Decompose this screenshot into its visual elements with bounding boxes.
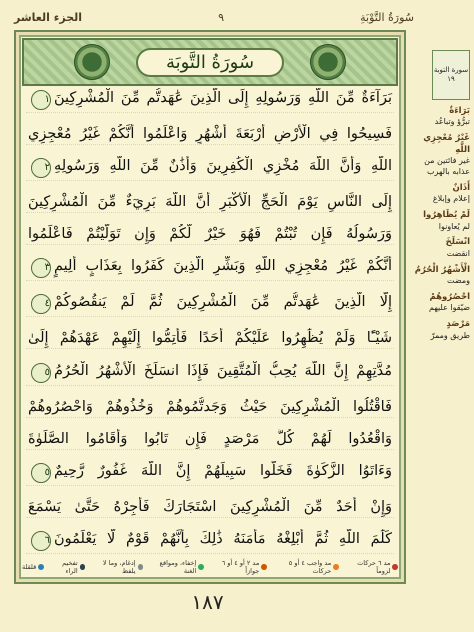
verse-line: فَسِيحُوا فِي الْأَرْضِ أَرْبَعَةَ أَشْهُرٍ وَاعْلَمُوا أَنَّكُمْ غَيْرُ مُعْجِزِي xyxy=(26,124,394,145)
legend-item: تفخيم الراء xyxy=(50,559,85,575)
medallion-right-icon xyxy=(310,44,346,80)
ayah-marker: ٥ xyxy=(31,363,51,383)
medallion-left-icon xyxy=(74,44,110,80)
juz-label: الجزء العاشر xyxy=(14,10,83,24)
margin-note: الْأَشْهُرُ الْحُرُمُ ومضت xyxy=(414,264,470,286)
verse-line: وَإِنْ أَحَدٌ مِّنَ الْمُشْرِكِينَ اسْتَجَارَكَ فَأَجِرْهُ حَتَّىٰ يَسْمَعَ xyxy=(26,497,394,518)
legend-dot-icon xyxy=(138,564,144,570)
verse-line: شَيْـًٔا وَلَمْ يُظَٰهِرُوا عَلَيْكُمْ أَحَدًا فَأَتِمُّوا إِلَيْهِمْ عَهْدَهُمْ إِلَىٰ xyxy=(26,328,394,349)
ayah-marker: ٥ xyxy=(31,463,51,483)
page-number: ١٨٧ xyxy=(191,590,224,614)
ayah-marker: ١ xyxy=(31,90,51,110)
legend-item: قلقلة xyxy=(22,563,44,571)
margin-note: بَرَاءَةٌ تبرُّؤ وتباعُد xyxy=(434,106,470,127)
ayah-marker: ٦ xyxy=(31,531,51,551)
verse-lines xyxy=(26,88,394,554)
legend-dot-icon xyxy=(392,564,398,570)
margin-note: انْسَلَخَ انقضت xyxy=(445,237,470,258)
legend-dot-icon xyxy=(333,564,339,570)
margin-note: لَمْ يُظَاهِرُوا لم يُعاونوا xyxy=(423,210,470,231)
margin-note: احْصُرُوهُمْ ضيّقوا عليهم xyxy=(429,291,470,313)
header-page-small: ٩ xyxy=(218,10,225,24)
legend-dot-icon xyxy=(198,564,204,570)
verse-line: إِلَّا الَّذِينَ عَٰهَدتُّم مِّنَ الْمُشْرِكِينَ ثُمَّ لَمْ يَنقُصُوكُمْ٤ xyxy=(26,292,394,317)
verse-line: وَاقْعُدُوا لَهُمْ كُلَّ مَرْصَدٍ فَإِن تَابُوا وَأَقَامُوا الصَّلَوٰةَ xyxy=(26,429,394,450)
verse-line: إِلَى النَّاسِ يَوْمَ الْحَجِّ الْأَكْبَرِ أَنَّ اللَّهَ بَرِيٓءٌ مِّنَ الْمُشْرِكِينَ xyxy=(26,192,394,213)
verse-line: وَءَاتَوُا الزَّكَوٰةَ فَخَلُّوا سَبِيلَهُمْ إِنَّ اللَّهَ غَفُورٌ رَّحِيمٌ٥ xyxy=(26,461,394,486)
surah-title: سُورَةُ التَّوبَة xyxy=(136,48,284,77)
verse-line: فَاقْتُلُوا الْمُشْرِكِينَ حَيْثُ وَجَدتُّمُوهُمْ وَخُذُوهُمْ وَاحْصُرُوهُمْ xyxy=(26,397,394,418)
margin-note: غَيْرُ مُعْجِزِي اللَّهِ غير فائتين من عذابه بالهرب xyxy=(423,133,470,176)
ayah-marker: ٢ xyxy=(31,158,51,178)
ayah-marker: ٤ xyxy=(31,294,51,314)
verse-line: مُدَّتِهِمْ إِنَّ اللَّهَ يُحِبُّ الْمُتَّقِينَ فَإِذَا انسَلَخَ الْأَشْهُرُ الْحُرُمُ٥ xyxy=(26,361,394,386)
legend-item: مد واجب ٤ أو ٥ حركات xyxy=(273,559,339,575)
legend-item: مد ٢ أو ٤ أو ٦ جوازاً xyxy=(210,559,267,575)
legend-dot-icon xyxy=(80,564,86,570)
legend-dot-icon xyxy=(38,564,44,570)
tajweed-legend xyxy=(22,558,398,576)
text-frame xyxy=(14,30,406,584)
surah-banner xyxy=(22,38,398,86)
legend-item: إدغام، وما لا يلفظ xyxy=(91,559,143,575)
verse-line: أَنَّكُمْ غَيْرُ مُعْجِزِي اللَّهِ وَبَشِّرِ الَّذِينَ كَفَرُوا بِعَذَابٍ أَلِيمٍ٣ xyxy=(26,256,394,281)
margin-note: أَذَانٌ إعلام وإبلاغ xyxy=(432,182,470,204)
verse-line: بَرَآءَةٌ مِّنَ اللَّهِ وَرَسُولِهِ إِلَى الَّذِينَ عَٰهَدتُّم مِّنَ الْمُشْرِكِينَ١ xyxy=(26,88,394,113)
verse-line: اللَّهِ وَأَنَّ اللَّهَ مُخْزِي الْكَٰفِرِينَ وَأَذَٰنٌ مِّنَ اللَّهِ وَرَسُولِهِ٢ xyxy=(26,156,394,181)
verse-line: كَلَٰمَ اللَّهِ ثُمَّ أَبْلِغْهُ مَأْمَنَهُ ذَٰلِكَ بِأَنَّهُمْ قَوْمٌ لَّا يَعْلَمُونَ٦ xyxy=(26,529,394,554)
legend-item: مد ٦ حركات لزوماً xyxy=(345,559,398,575)
ayah-marker: ٣ xyxy=(31,258,51,278)
surah-header-label: سُورَةُ التَّوْبَةِ xyxy=(360,10,414,24)
page-header xyxy=(14,4,414,30)
margin-notes xyxy=(410,50,470,346)
verse-line: وَرَسُولُهُ فَإِن تُبْتُمْ فَهُوَ خَيْرٌ لَّكُمْ وَإِن تَوَلَّيْتُمْ فَاعْلَمُوا xyxy=(26,224,394,245)
legend-item: إخفاء، ومواقع الغنة xyxy=(149,559,204,575)
margin-note: مَرْصَدٍ طريق وممرّ xyxy=(430,319,470,340)
legend-dot-icon xyxy=(261,564,267,570)
surah-marker: سورة التوبة ١٩ xyxy=(432,50,470,100)
